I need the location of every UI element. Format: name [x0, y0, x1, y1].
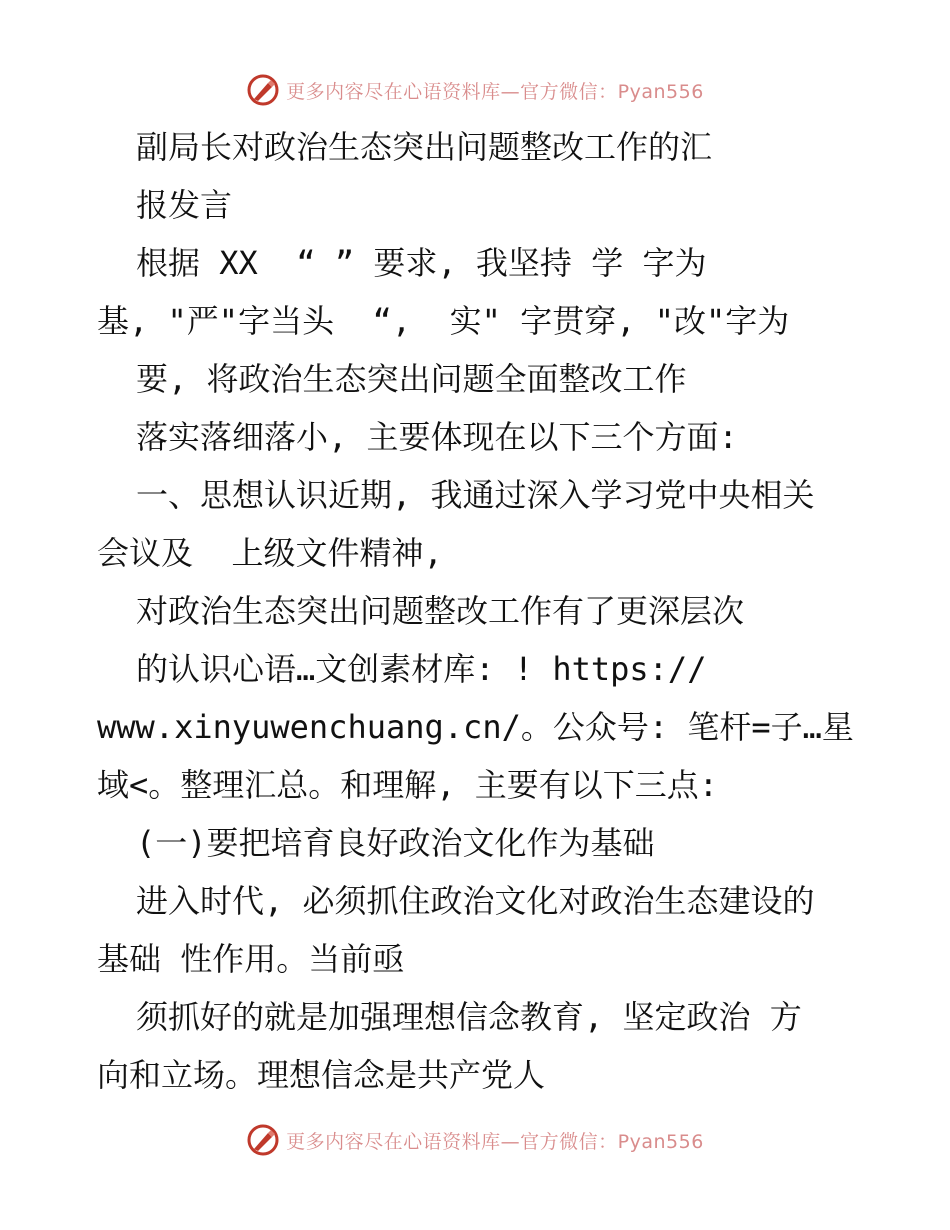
footer-banner	[0, 1120, 950, 1160]
paragraph-line: 向和立场。理想信念是共产党人	[97, 1056, 546, 1094]
paragraph-line: 会议及 上级文件精神,	[97, 534, 443, 572]
pen-logo-icon	[246, 73, 280, 107]
header-banner-text: 更多内容尽在心语资料库—官方微信：Pyan556	[286, 80, 704, 103]
paragraph-line: 须抓好的就是加强理想信念教育, 坚定政治 方	[136, 998, 802, 1036]
paragraph-line: 进入时代, 必须抓住政治文化对政治生态建设的	[136, 882, 815, 920]
paragraph-line: 根据 XX “ ” 要求, 我坚持 学 字为	[136, 244, 707, 282]
paragraph-line: 落实落细落小, 主要体现在以下三个方面:	[136, 418, 738, 456]
subsection-heading-1: (一)要把培育良好政治文化作为基础	[136, 824, 655, 862]
paragraph-line: 基, "严"字当头 “, 实" 字贯穿, "改"字为	[97, 302, 790, 340]
footer-banner-text: 更多内容尽在心语资料库—官方微信：Pyan556	[286, 1130, 704, 1153]
header-banner	[0, 70, 950, 110]
title-line-2: 报发言	[136, 186, 233, 224]
paragraph-line: 要, 将政治生态突出问题全面整改工作	[136, 360, 687, 398]
paragraph-line: 对政治生态突出问题整改工作有了更深层次	[136, 592, 745, 630]
pen-logo-icon	[246, 1123, 280, 1157]
paragraph-line: www.xinyuwenchuang.cn/。公众号: 笔杆=子…星	[97, 708, 854, 746]
paragraph-line: 的认识心语…文创素材库: ! https://	[136, 650, 707, 688]
paragraph-line: 域<。整理汇总。和理解, 主要有以下三点:	[97, 766, 719, 804]
section-heading-1: 一、思想认识近期, 我通过深入学习党中央相关	[136, 476, 815, 514]
title-line-1: 副局长对政治生态突出问题整改工作的汇	[136, 128, 713, 166]
paragraph-line: 基础 性作用。当前亟	[97, 940, 405, 978]
